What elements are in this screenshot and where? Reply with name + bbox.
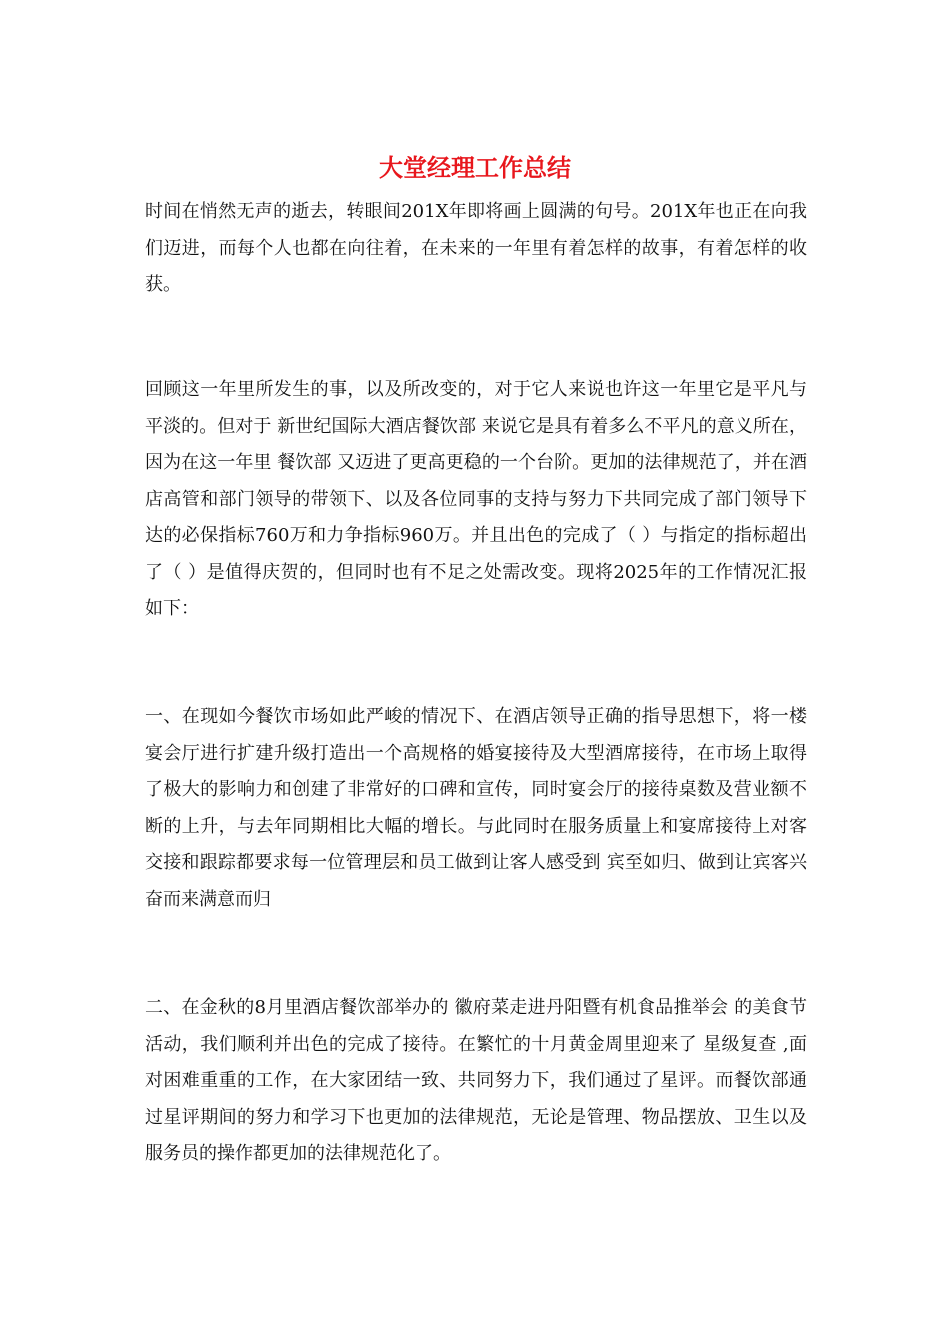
- paragraph-item-two: 二、在金秋的8月里酒店餐饮部举办的 徽府菜走进丹阳暨有机食品推举会 的美食节活动，我们顺利并出色的完成了接待。在繁忙的十月黄金周里迎来了 星级复查 ,面对困难重重的工作，在大家团结一致、共同努力下，我们通过了星评。而餐饮部通过星评期间的努力和学习下也更加的法律规范，无论是管理、物品摆放、卫生以及服务员的操作都更加的法律规范化了。: [145, 997, 807, 1164]
- paragraph-item-one: 一、在现如今餐饮市场如此严峻的情况下、在酒店领导正确的指导思想下，将一楼宴会厅进行扩建升级打造出一个高规格的婚宴接待及大型酒席接待，在市场上取得了极大的影响力和创建了非常好的口碑和宣传，同时宴会厅的接待桌数及营业额不断的上升，与去年同期相比大幅的增长。与此同时在服务质量上和宴席接待上对客交接和跟踪都要求每一位管理层和员工做到让客人感受到 宾至如归、做到让宾客兴奋而来满意而归: [145, 706, 807, 910]
- document-title: 大堂经理工作总结: [379, 153, 571, 182]
- paragraph-review: 回顾这一年里所发生的事，以及所改变的，对于它人来说也许这一年里它是平凡与平淡的。但对于 新世纪国际大酒店餐饮部 来说它是具有着多么不平凡的意义所在，因为在这一年里 餐饮部 又迈进了更高更稳的一个台阶。更加的法律规范了，并在酒店高管和部门领导的带领下、以及各位同事的支持与努力下共同完成了部门领导下达的必保指标760万和力争指标960万。并且出色的完成了（ ）与指定的指标超出了（ ）是值得庆贺的，但同时也有不足之处需改变。现将2025年的工作情况汇报如下：: [145, 379, 807, 619]
- paragraph-intro: 时间在悄然无声的逝去，转眼间201X年即将画上圆满的句号。201X年也正在向我们迈进，而每个人也都在向往着，在未来的一年里有着怎样的故事，有着怎样的收获。: [145, 201, 807, 295]
